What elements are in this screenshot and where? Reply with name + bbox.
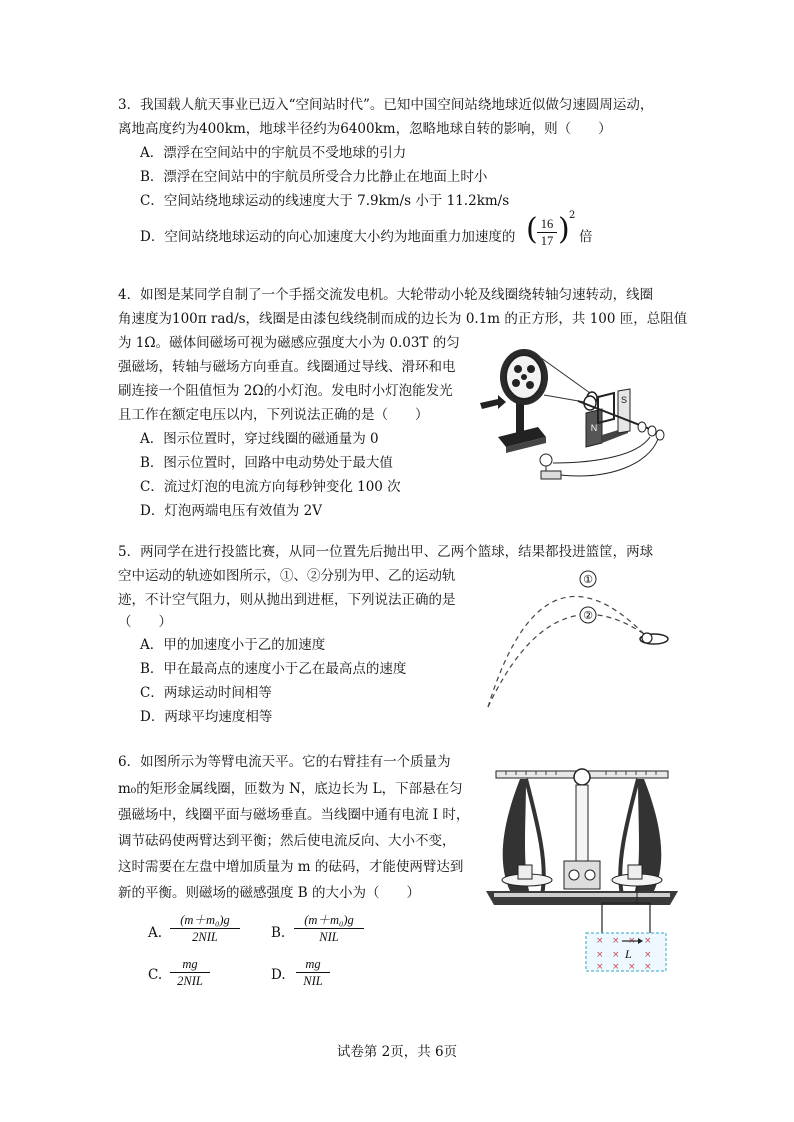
- q6-option-d-den: NIL: [303, 974, 323, 988]
- magnet-n-label: N: [590, 423, 598, 433]
- q6-option-c-label: C.: [148, 967, 163, 983]
- q4-option-c: C．流过灯泡的电流方向每秒钟变化 100 次: [140, 479, 401, 495]
- q6-stem-line4: 调节砝码使两臂达到平衡；然后使电流反向、大小不变，: [118, 833, 456, 849]
- current-balance-figure: [482, 765, 682, 975]
- q3-stem-line2: 离地高度约为400km，地球半径约为6400km，忽略地球自转的影响，则（ ）: [118, 121, 612, 137]
- q5-option-d: D．两球平均速度相等: [140, 709, 273, 725]
- q5-stem-line2: 空中运动的轨迹如图所示，①、②分别为甲、乙的运动轨: [118, 568, 456, 584]
- svg-text:×: ×: [612, 962, 620, 972]
- q6-option-b-num: (m＋m₀)g: [294, 912, 364, 929]
- svg-text:×: ×: [628, 936, 636, 946]
- q5-option-c: C．两球运动时间相等: [140, 685, 272, 701]
- q6-stem-line6: 新的平衡。则磁场的磁感强度 B 的大小为（ ）: [118, 885, 421, 901]
- trajectory-label-1: ①: [583, 573, 593, 586]
- length-l-label: L: [625, 947, 632, 961]
- q3-option-a: A．漂浮在空间站中的宇航员不受地球的引力: [140, 145, 407, 161]
- trajectory-label-2: ②: [583, 609, 593, 622]
- q6-stem-line5: 这时需要在左盘中增加质量为 m 的砝码，才能使两臂达到: [118, 859, 464, 875]
- q3-paren-left: (: [526, 212, 538, 247]
- q6-option-c-den: 2NIL: [177, 974, 203, 988]
- q5-option-b: B．甲在最高点的速度小于乙在最高点的速度: [140, 661, 407, 677]
- trajectory-figure: [482, 562, 682, 712]
- q6-option-b-label: B.: [271, 925, 286, 941]
- q3-stem-line1: 3．我国载人航天事业已迈入“空间站时代”。已知中国空间站绕地球近似做匀速圆周运动，: [118, 97, 654, 113]
- svg-text:×: ×: [612, 936, 620, 946]
- q6-option-c-num: mg: [170, 956, 210, 973]
- q6-option-a-den: 2NIL: [192, 930, 218, 944]
- svg-text:×: ×: [612, 950, 620, 960]
- svg-text:×: ×: [596, 950, 604, 960]
- q3-option-d-suffix: 倍: [579, 229, 593, 245]
- q4-option-d: D．灯泡两端电压有效值为 2V: [140, 503, 322, 519]
- q3-paren-right: ): [558, 212, 570, 247]
- q3-option-b: B．漂浮在空间站中的宇航员所受合力比静止在地面上时小: [140, 169, 488, 185]
- q3-option-d-fraction: [537, 216, 557, 249]
- q3-exponent: 2: [569, 210, 576, 221]
- q6-option-b-den: NIL: [319, 930, 339, 944]
- q6-option-a-label: A.: [148, 925, 163, 941]
- q6-option-d-num: mg: [296, 956, 330, 973]
- q3-frac-num: 16: [537, 216, 557, 233]
- q3-frac-den: 17: [540, 234, 554, 248]
- q6-stem-line1: 6．如图所示为等臂电流天平。它的右臂挂有一个质量为: [118, 754, 451, 770]
- q4-stem-line1: 4．如图是某同学自制了一个手摇交流发电机。大轮带动小轮及线圈绕转轴匀速转动，线圈: [118, 287, 654, 303]
- generator-figure: [478, 345, 678, 490]
- page-footer: 试卷第 2页，共 6页: [336, 1044, 458, 1060]
- q6-option-b-fraction: [294, 912, 364, 945]
- q6-option-d-label: D.: [271, 967, 286, 983]
- q6-option-d-fraction: [296, 956, 330, 989]
- magnet-s-label: S: [620, 395, 628, 405]
- svg-text:×: ×: [596, 936, 604, 946]
- q3-option-d-prefix: D．空间站绕地球运动的向心加速度大小约为地面重力加速度的: [140, 229, 516, 245]
- svg-text:×: ×: [628, 962, 636, 972]
- q3-option-c: C．空间站绕地球运动的线速度大于 7.9km/s 小于 11.2km/s: [140, 193, 510, 209]
- q4-option-a: A．图示位置时，穿过线圈的磁通量为 0: [140, 431, 379, 447]
- svg-text:×: ×: [644, 950, 652, 960]
- q5-stem-line4: （ ）: [118, 614, 172, 630]
- q5-stem-line3: 迹，不计空气阻力，则从抛出到进框，下列说法正确的是: [118, 592, 456, 608]
- q5-stem-line1: 5．两同学在进行投篮比赛，从同一位置先后抛出甲、乙两个篮球，结果都投进篮筐，两球: [118, 544, 654, 560]
- q4-stem-line6: 且工作在额定电压以内，下列说法正确的是（ ）: [118, 407, 429, 423]
- q4-option-b: B．图示位置时，回路中电动势处于最大值: [140, 455, 393, 471]
- q6-option-a-num: (m＋m₀)g: [170, 912, 240, 929]
- q6-stem-line2: m₀的矩形金属线圈，匝数为 N，底边长为 L，下部悬在匀: [118, 781, 463, 797]
- q6-option-c-fraction: [170, 956, 210, 989]
- q4-stem-line3: 为 1Ω。磁体间磁场可视为磁感应强度大小为 0.03T 的匀: [118, 335, 460, 351]
- q6-option-a-fraction: [170, 912, 240, 945]
- svg-text:×: ×: [644, 962, 652, 972]
- svg-text:×: ×: [644, 936, 652, 946]
- q4-stem-line5: 刷连接一个阻值恒为 2Ω的小灯泡。发电时小灯泡能发光: [118, 383, 453, 399]
- q6-stem-line3: 强磁场中，线圈平面与磁场垂直。当线圈中通有电流 I 时，: [118, 807, 470, 823]
- q4-stem-line2: 角速度为100π rad/s，线圈是由漆包线绕制而成的边长为 0.1m 的正方形，共 100 匝，总阻值: [118, 311, 688, 327]
- q5-option-a: A．甲的加速度小于乙的加速度: [140, 637, 326, 653]
- q4-stem-line4: 强磁场，转轴与磁场方向垂直。线圈通过导线、滑环和电: [118, 359, 456, 375]
- svg-text:×: ×: [596, 962, 604, 972]
